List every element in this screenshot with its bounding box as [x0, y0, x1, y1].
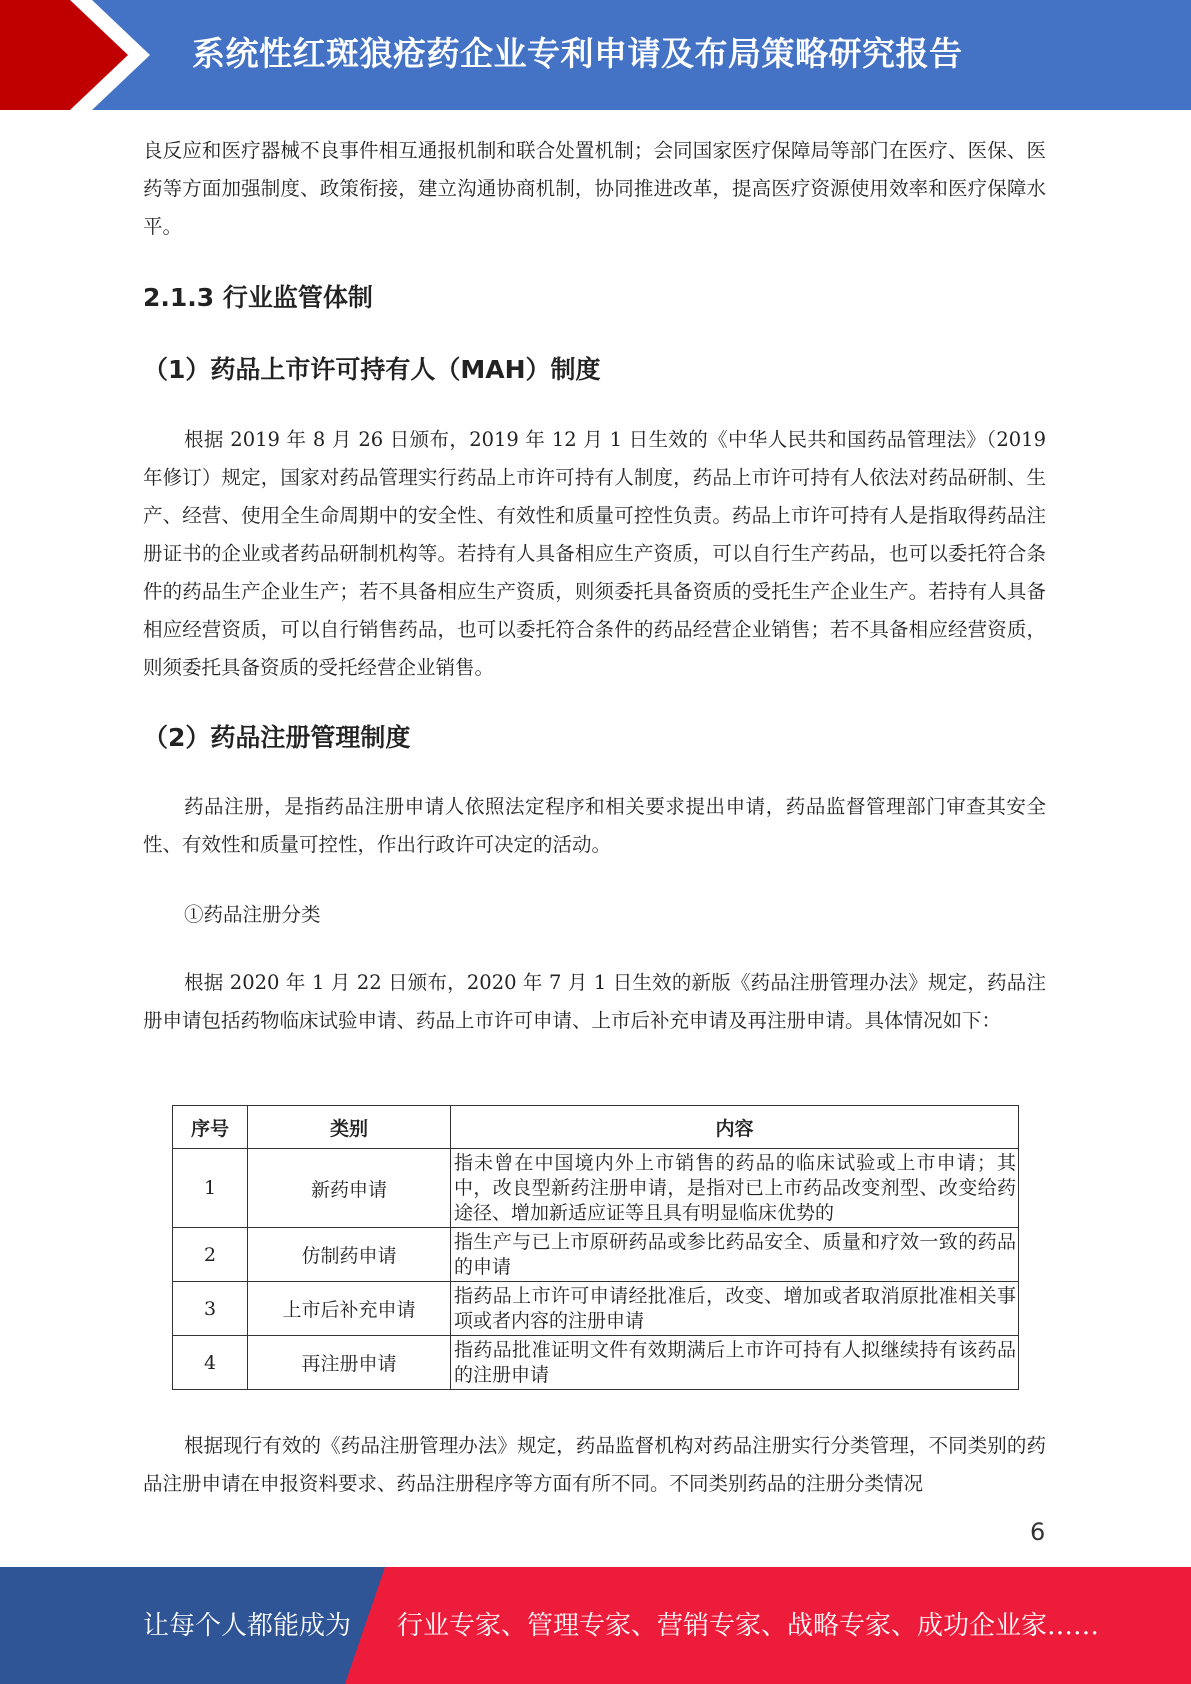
page-header: [0, 0, 1191, 110]
cell-type: 上市后补充申请: [248, 1282, 451, 1336]
section-heading-2-1-3: 2.1.3 行业监管体制: [143, 283, 373, 312]
list-heading-classification: [143, 896, 1046, 934]
paragraph-registration-rules: [143, 964, 1046, 1040]
paragraph-text: 药品注册，是指药品注册申请人依照法定程序和相关要求提出申请，药品监督管理部门审查其安全性、有效性和质量可控性，作出行政许可决定的活动。: [143, 795, 1046, 856]
subsection-heading-registration: （2）药品注册管理制度: [143, 723, 411, 752]
table-row: [173, 1336, 1019, 1390]
cell-content: 指药品批准证明文件有效期满后上市许可持有人拟继续持有该药品的注册申请: [451, 1336, 1019, 1390]
table-header-content: 内容: [451, 1106, 1019, 1149]
cell-content: 指生产与已上市原研药品或参比药品安全、质量和疗效一致的药品的申请: [451, 1228, 1019, 1282]
subsection-heading-mah: （1）药品上市许可持有人（MAH）制度: [143, 355, 601, 384]
cell-no: 1: [173, 1149, 248, 1228]
table-row: [173, 1282, 1019, 1336]
paragraph-continuation: [143, 132, 1046, 246]
paragraph-text: 根据 2020 年 1 月 22 日颁布，2020 年 7 月 1 日生效的新版《药品注册管理办法》规定，药品注册申请包括药物临床试验申请、药品上市许可申请、上市后补充申请及再注册申请。具体情况如下：: [143, 971, 1046, 1032]
paragraph-text: 良反应和医疗器械不良事件相互通报机制和联合处置机制；会同国家医疗保障局等部门在医疗、医保、医药等方面加强制度、政策衔接，建立沟通协商机制，协同推进改革，提高医疗资源使用效率和医疗保障水平。: [143, 139, 1046, 238]
paragraph-mah: [143, 421, 1046, 687]
paragraph-text: 根据现行有效的《药品注册管理办法》规定，药品监督机构对药品注册实行分类管理，不同类别的药品注册申请在申报资料要求、药品注册程序等方面有所不同。不同类别药品的注册分类情况: [143, 1434, 1046, 1495]
paragraph-classification-management: [143, 1427, 1046, 1503]
registration-type-table: [172, 1105, 1019, 1390]
paragraph-registration-definition: [143, 788, 1046, 864]
paragraph-text: ①药品注册分类: [184, 903, 321, 926]
page-footer: [0, 1567, 1191, 1684]
table-row: [173, 1149, 1019, 1228]
cell-no: 2: [173, 1228, 248, 1282]
cell-no: 4: [173, 1336, 248, 1390]
table-header-type: 类别: [248, 1106, 451, 1149]
report-title: 系统性红斑狼疮药企业专利申请及布局策略研究报告: [192, 34, 963, 73]
table-header-row: [173, 1106, 1019, 1149]
paragraph-text: 根据 2019 年 8 月 26 日颁布，2019 年 12 月 1 日生效的《中华人民共和国药品管理法》（2019 年修订）规定，国家对药品管理实行药品上市许可持有人制度，药品上市许可持有人依法对药品研制、生产、经营、使用全生命周期中的安全性、有效性和质量可控性负责。药品上市许可持有人是指取得药品注册证书的企业或者药品研制机构等。若持有人具备相应生产资质，可以自行生产药品，也可以委托符合条件的药品生产企业生产；若不具备相应生产资质，则须委托具备资质的受托生产企业生产。若持有人具备相应经营资质，可以自行销售药品，也可以委托符合条件的药品经营企业销售；若不具备相应经营资质，则须委托具备资质的受托经营企业销售。: [143, 428, 1046, 679]
page-number: 6: [1030, 1518, 1046, 1546]
cell-type: 再注册申请: [248, 1336, 451, 1390]
cell-content: 指药品上市许可申请经批准后，改变、增加或者取消原批准相关事项或者内容的注册申请: [451, 1282, 1019, 1336]
cell-type: 新药申请: [248, 1149, 451, 1228]
table-header-no: 序号: [173, 1106, 248, 1149]
footer-slogan-left: 让每个人都能成为: [143, 1611, 352, 1641]
footer-slogan-right: 行业专家、管理专家、营销专家、战略专家、成功企业家……: [397, 1611, 1100, 1641]
cell-type: 仿制药申请: [248, 1228, 451, 1282]
cell-no: 3: [173, 1282, 248, 1336]
table-row: [173, 1228, 1019, 1282]
cell-content: 指未曾在中国境内外上市销售的药品的临床试验或上市申请；其中，改良型新药注册申请，是指对已上市药品改变剂型、改变给药途径、增加新适应证等且具有明显临床优势的: [451, 1149, 1019, 1228]
